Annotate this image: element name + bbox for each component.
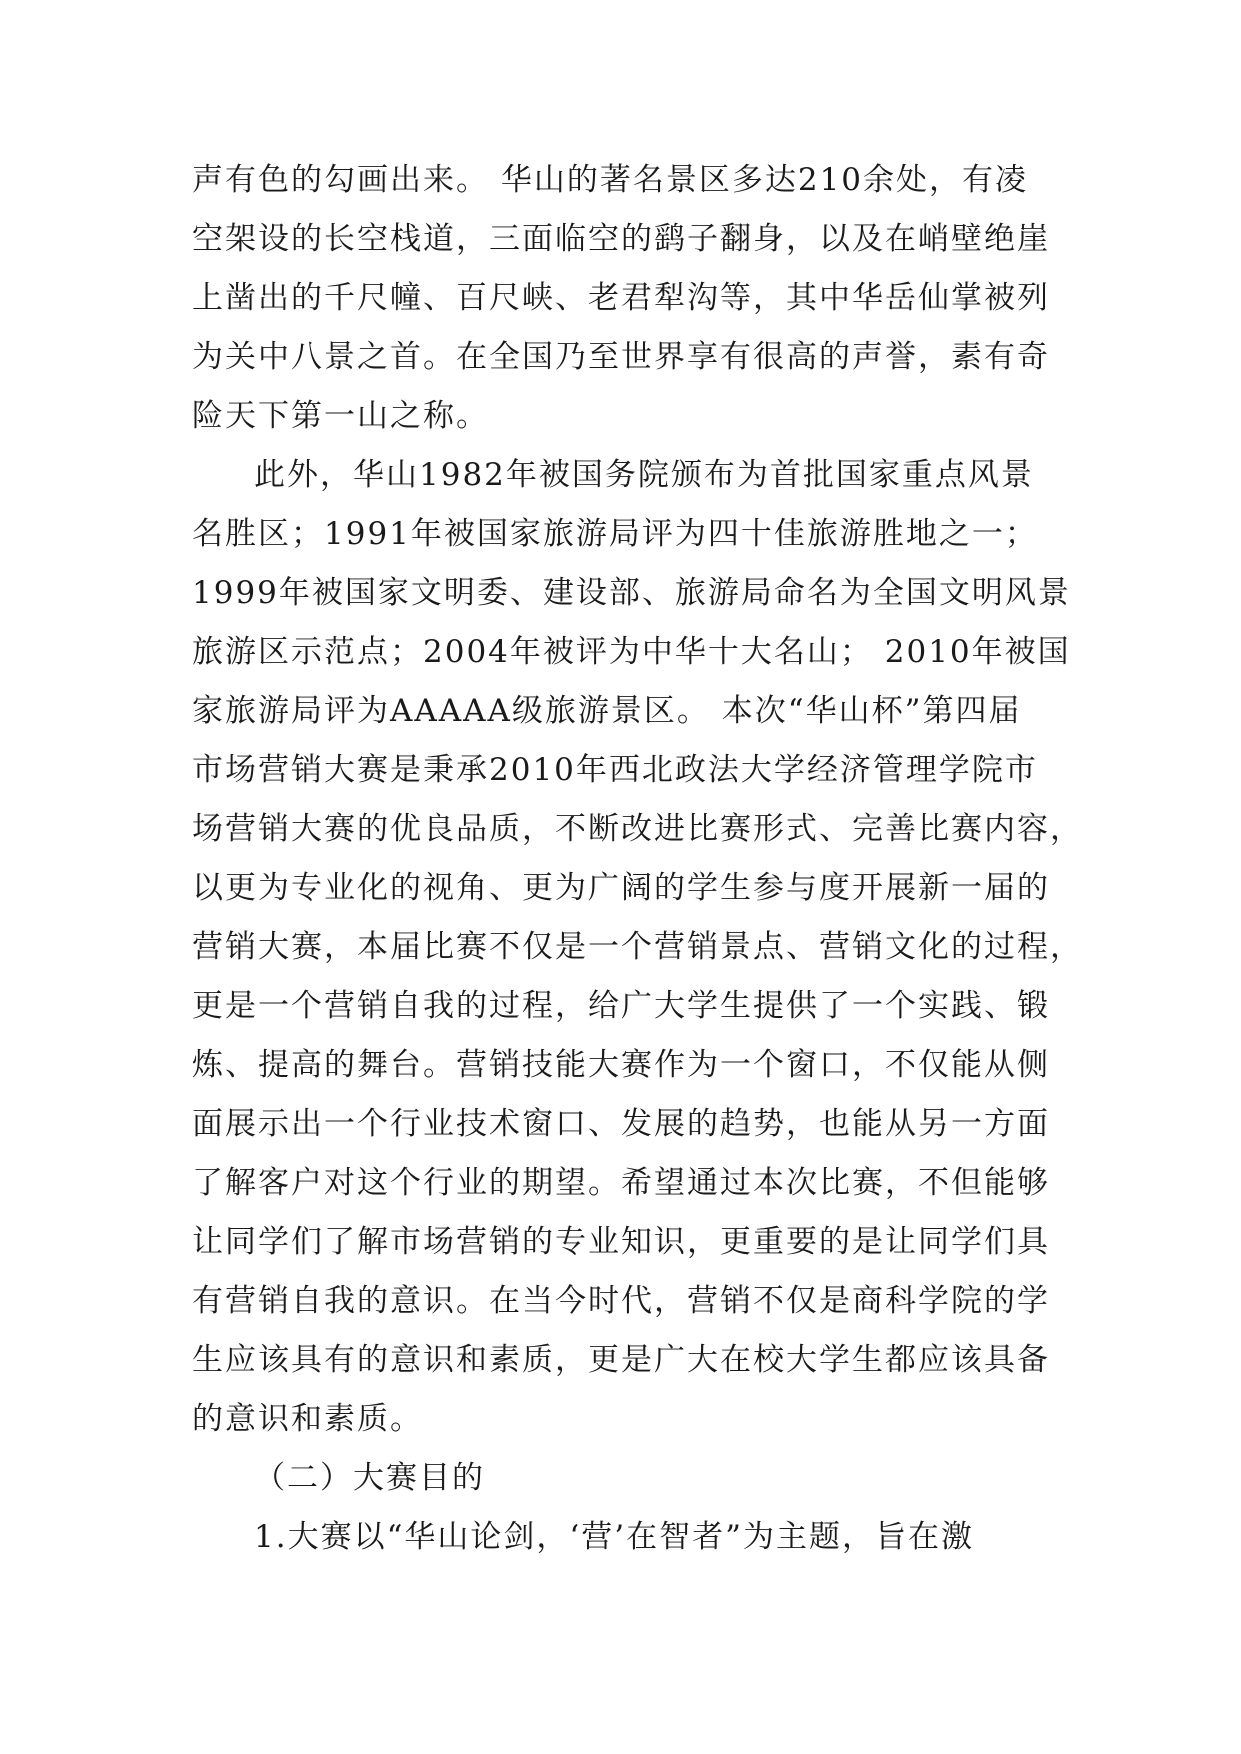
text-line: 让同学们了解市场营销的专业知识，更重要的是让同学们具	[192, 1224, 1050, 1260]
text-line: 有营销自我的意识。在当今时代，营销不仅是商科学院的学	[192, 1283, 1050, 1319]
text-line: 空架设的长空栈道，三面临空的鹞子翻身，以及在峭壁绝崖	[192, 221, 1050, 257]
text-line: 市场营销大赛是秉承2010年西北政法大学经济管理学院市	[192, 752, 1038, 788]
text-line: 为关中八景之首。在全国乃至世界享有很高的声誉，素有奇	[192, 339, 1050, 375]
text-line: 了解客户对这个行业的期望。希望通过本次比赛，不但能够	[192, 1165, 1050, 1201]
text-line: 旅游区示范点；2004年被评为中华十大名山； 2010年被国	[192, 634, 1071, 670]
text-line: 险天下第一山之称。	[192, 398, 489, 434]
text-line: 家旅游局评为AAAAA级旅游景区。 本次“华山杯”第四届	[192, 693, 1022, 729]
paragraph-first-line: 此外，华山1982年被国务院颁布为首批国家重点风景	[254, 457, 1034, 493]
text-line: 的意识和素质。	[192, 1401, 423, 1437]
text-line: 面展示出一个行业技术窗口、发展的趋势，也能从另一方面	[192, 1106, 1050, 1142]
text-line: 声有色的勾画出来。 华山的著名景区多达210余处，有凌	[192, 162, 1029, 198]
numbered-item: 1.大赛以“华山论剑，‘营’在智者”为主题，旨在激	[254, 1519, 974, 1555]
text-line: 上凿出的千尺幢、百尺峡、老君犁沟等，其中华岳仙掌被列	[192, 280, 1050, 316]
text-line: 1999年被国家文明委、建设部、旅游局命名为全国文明风景	[192, 575, 1071, 611]
text-line: 炼、提高的舞台。营销技能大赛作为一个窗口，不仅能从侧	[192, 1047, 1050, 1083]
text-line: 以更为专业化的视角、更为广阔的学生参与度开展新一届的	[192, 870, 1050, 906]
text-line: 生应该具有的意识和素质，更是广大在校大学生都应该具备	[192, 1342, 1050, 1378]
text-line: 营销大赛，本届比赛不仅是一个营销景点、营销文化的过程，	[192, 929, 1083, 965]
text-line: 名胜区；1991年被国家旅游局评为四十佳旅游胜地之一；	[192, 516, 1038, 552]
text-line: 更是一个营销自我的过程，给广大学生提供了一个实践、锻	[192, 988, 1050, 1024]
section-heading: （二）大赛目的	[254, 1460, 485, 1496]
text-line: 场营销大赛的优良品质，不断改进比赛形式、完善比赛内容，	[192, 811, 1083, 847]
